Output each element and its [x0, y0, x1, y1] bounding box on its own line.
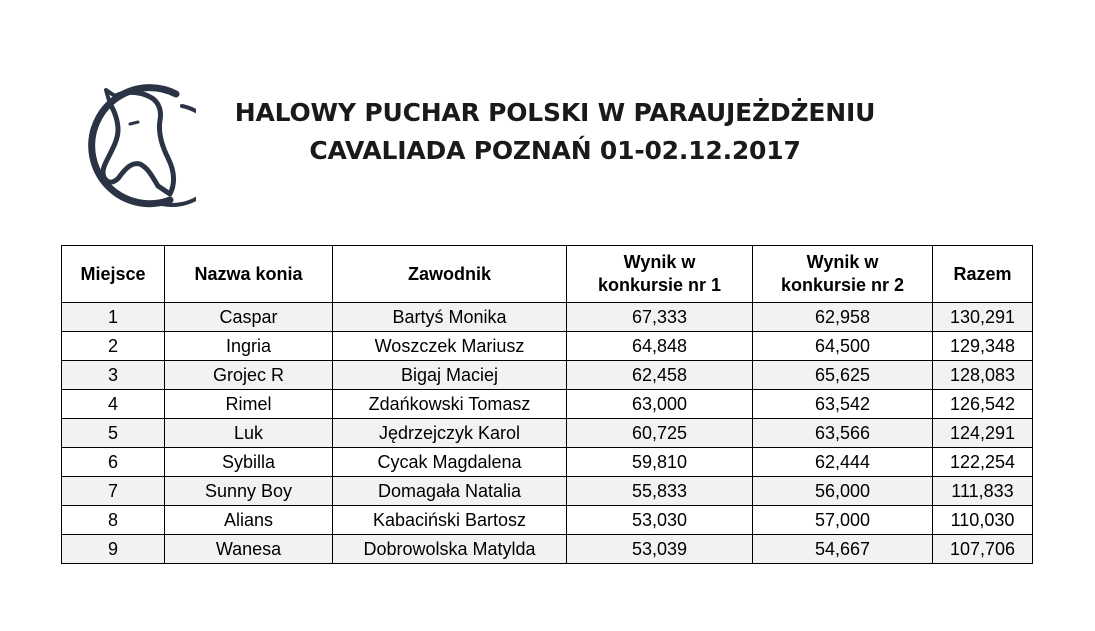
cell-wynik-1: 64,848: [567, 332, 753, 361]
title-block: [200, 94, 910, 170]
cell-wynik-1: 59,810: [567, 448, 753, 477]
cell-wynik-2: 65,625: [753, 361, 933, 390]
cell-zawodnik: Bartyś Monika: [333, 303, 567, 332]
cell-wynik-2: 62,958: [753, 303, 933, 332]
cell-zawodnik: Dobrowolska Matylda: [333, 535, 567, 564]
cell-miejsce: 5: [62, 419, 165, 448]
cell-nazwa-konia: Sybilla: [165, 448, 333, 477]
cell-miejsce: 4: [62, 390, 165, 419]
table-row: [62, 477, 1033, 506]
table-row: [62, 535, 1033, 564]
cell-wynik-1: 60,725: [567, 419, 753, 448]
cell-miejsce: 3: [62, 361, 165, 390]
cell-nazwa-konia: Luk: [165, 419, 333, 448]
cell-razem: 107,706: [933, 535, 1033, 564]
header-razem: Razem: [933, 246, 1033, 303]
cell-razem: 130,291: [933, 303, 1033, 332]
cell-wynik-1: 67,333: [567, 303, 753, 332]
cell-nazwa-konia: Rimel: [165, 390, 333, 419]
cell-razem: 126,542: [933, 390, 1033, 419]
cell-razem: 124,291: [933, 419, 1033, 448]
cell-miejsce: 2: [62, 332, 165, 361]
cell-wynik-2: 57,000: [753, 506, 933, 535]
header-wynik-1: Wynik w konkursie nr 1: [567, 246, 753, 303]
page-subtitle: CAVALIADA POZNAŃ 01-02.12.2017: [309, 136, 801, 165]
results-table: [61, 245, 1033, 564]
cell-zawodnik: Domagała Natalia: [333, 477, 567, 506]
cell-wynik-1: 53,030: [567, 506, 753, 535]
table-row: [62, 448, 1033, 477]
table-row: [62, 303, 1033, 332]
header-wynik-2: Wynik w konkursie nr 2: [753, 246, 933, 303]
cell-nazwa-konia: Ingria: [165, 332, 333, 361]
horse-head-icon: [78, 76, 196, 214]
cell-nazwa-konia: Wanesa: [165, 535, 333, 564]
cell-wynik-2: 63,566: [753, 419, 933, 448]
cell-zawodnik: Zdańkowski Tomasz: [333, 390, 567, 419]
cell-nazwa-konia: Caspar: [165, 303, 333, 332]
cell-wynik-1: 63,000: [567, 390, 753, 419]
cell-miejsce: 8: [62, 506, 165, 535]
table-row: [62, 332, 1033, 361]
cell-wynik-2: 62,444: [753, 448, 933, 477]
table-header-row: [62, 246, 1033, 303]
cell-razem: 128,083: [933, 361, 1033, 390]
table-row: [62, 419, 1033, 448]
table-row: [62, 506, 1033, 535]
cell-wynik-2: 54,667: [753, 535, 933, 564]
cell-zawodnik: Cycak Magdalena: [333, 448, 567, 477]
cell-miejsce: 9: [62, 535, 165, 564]
cell-wynik-2: 63,542: [753, 390, 933, 419]
cell-wynik-1: 53,039: [567, 535, 753, 564]
cell-razem: 111,833: [933, 477, 1033, 506]
table-row: [62, 361, 1033, 390]
cell-zawodnik: Bigaj Maciej: [333, 361, 567, 390]
cell-nazwa-konia: Sunny Boy: [165, 477, 333, 506]
table-row: [62, 390, 1033, 419]
cell-wynik-2: 56,000: [753, 477, 933, 506]
cell-miejsce: 6: [62, 448, 165, 477]
cell-razem: 110,030: [933, 506, 1033, 535]
cell-wynik-1: 62,458: [567, 361, 753, 390]
cell-razem: 129,348: [933, 332, 1033, 361]
header-zawodnik: Zawodnik: [333, 246, 567, 303]
cell-miejsce: 1: [62, 303, 165, 332]
cell-zawodnik: Jędrzejczyk Karol: [333, 419, 567, 448]
page-title: HALOWY PUCHAR POLSKI W PARAUJEŻDŻENIU: [234, 98, 876, 127]
cell-miejsce: 7: [62, 477, 165, 506]
cell-wynik-1: 55,833: [567, 477, 753, 506]
cell-zawodnik: Kabaciński Bartosz: [333, 506, 567, 535]
header-nazwa-konia: Nazwa konia: [165, 246, 333, 303]
cell-zawodnik: Woszczek Mariusz: [333, 332, 567, 361]
cell-wynik-2: 64,500: [753, 332, 933, 361]
cell-nazwa-konia: Alians: [165, 506, 333, 535]
cell-razem: 122,254: [933, 448, 1033, 477]
cell-nazwa-konia: Grojec R: [165, 361, 333, 390]
header-miejsce: Miejsce: [62, 246, 165, 303]
